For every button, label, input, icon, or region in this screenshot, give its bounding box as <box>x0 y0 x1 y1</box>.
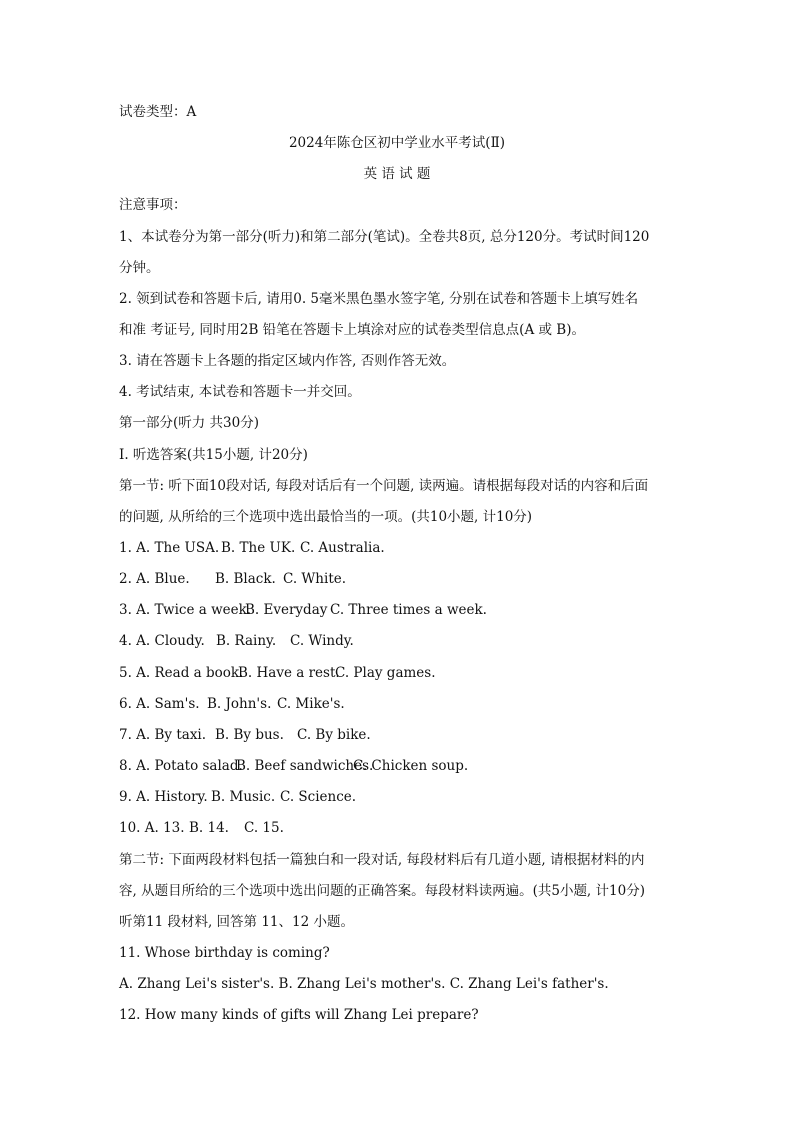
question-5 <box>119 664 436 682</box>
option-c: C. White. <box>283 571 347 587</box>
option-a: 10. A. 13. <box>119 820 185 836</box>
section2-instructions-line-2: 容, 从题目所给的三个选项中选出问题的正确答案。每段材料读两遍。(共5小题, 计10分) <box>119 883 645 899</box>
question-7 <box>119 726 371 744</box>
question-9 <box>119 788 356 806</box>
note-4: 4. 考试结束, 本试卷和答题卡一并交回。 <box>119 384 361 400</box>
option-c: C. By bike. <box>297 727 371 743</box>
question-4 <box>119 632 354 650</box>
option-a: 4. A. Cloudy. <box>119 633 205 649</box>
option-c: C. 15. <box>244 820 284 836</box>
option-b: B. 14. <box>189 820 229 836</box>
option-b: B. Music. <box>211 789 276 805</box>
option-a: 9. A. History. <box>119 789 208 805</box>
section2-instructions-line-3: 听第11 段材料, 回答第 11、12 小题。 <box>119 914 354 930</box>
question-10 <box>119 819 284 837</box>
section1-instructions-line-2: 的问题, 从所给的三个选项中选出最恰当的一项。(共10小题, 计10分) <box>119 509 533 525</box>
option-b: B. Have a rest. <box>238 665 340 681</box>
exam-title: 2024年陈仓区初中学业水平考试(Ⅱ) <box>288 135 506 151</box>
note-3: 3. 请在答题卡上各题的指定区域内作答, 否则作答无效。 <box>119 353 456 369</box>
option-b: B. The UK. <box>221 540 296 556</box>
question-11-options: A. Zhang Lei's sister's. B. Zhang Lei's mother's. C. Zhang Lei's father's. <box>119 976 609 992</box>
section1-instructions-line-1: 第一节: 听下面10段对话, 每段对话后有一个问题, 读两遍。请根据每段对话的内容和后面 <box>119 478 649 494</box>
option-b: B. Rainy. <box>216 633 277 649</box>
option-b: B. Beef sandwiches. <box>236 758 374 774</box>
option-c: C. Science. <box>280 789 357 805</box>
subject-title: 英 语 试 题 <box>363 166 431 182</box>
option-c: C. Australia. <box>300 540 385 556</box>
option-a: 5. A. Read a book. <box>119 665 244 681</box>
question-12: 12. How many kinds of gifts will Zhang Lei prepare? <box>119 1007 479 1023</box>
option-c: C. Windy. <box>290 633 354 649</box>
option-c: C. Play games. <box>335 665 436 681</box>
note-2-line-2: 和准 考证号, 同时用2B 铅笔在答题卡上填涂对应的试卷类型信息点(A 或 B)。 <box>119 322 585 338</box>
option-a: 8. A. Potato salad. <box>119 758 243 774</box>
section-title: I. 听选答案(共15小题, 计20分) <box>119 447 308 463</box>
option-a: 2. A. Blue. <box>119 571 190 587</box>
note-1-line-1: 1、本试卷分为第一部分(听力)和第二部分(笔试)。全卷共8页, 总分120分。考试时间120 <box>119 229 650 245</box>
option-c: C. Mike's. <box>277 696 345 712</box>
note-2-line-1: 2. 领到试卷和答题卡后, 请用0. 5毫米黑色墨水签字笔, 分别在试卷和答题卡上填写姓名 <box>119 291 639 307</box>
question-1 <box>119 539 385 557</box>
question-3 <box>119 601 487 619</box>
option-b: B. Everyday <box>245 602 328 618</box>
part1-heading: 第一部分(听力 共30分) <box>119 415 260 431</box>
option-b: B. By bus. <box>215 727 284 743</box>
option-c: C. Three times a week. <box>330 602 487 618</box>
option-b: B. Black. <box>215 571 276 587</box>
question-8 <box>119 757 468 775</box>
option-a: 1. A. The USA. <box>119 540 220 556</box>
option-c: C. Chicken soup. <box>353 758 469 774</box>
option-b: B. John's. <box>207 696 272 712</box>
option-a: 3. A. Twice a week. <box>119 602 252 618</box>
option-a: 7. A. By taxi. <box>119 727 207 743</box>
question-6 <box>119 695 345 713</box>
question-2 <box>119 570 346 588</box>
option-a: 6. A. Sam's. <box>119 696 200 712</box>
notes-heading: 注意事项： <box>119 197 187 213</box>
note-1-line-2: 分钟。 <box>119 260 160 276</box>
paper-type: 试卷类型：A <box>119 104 197 120</box>
question-11: 11. Whose birthday is coming? <box>119 945 330 961</box>
section2-instructions-line-1: 第二节: 下面两段材料包括一篇独白和一段对话, 每段材料后有几道小题, 请根据材料的内 <box>119 852 645 868</box>
